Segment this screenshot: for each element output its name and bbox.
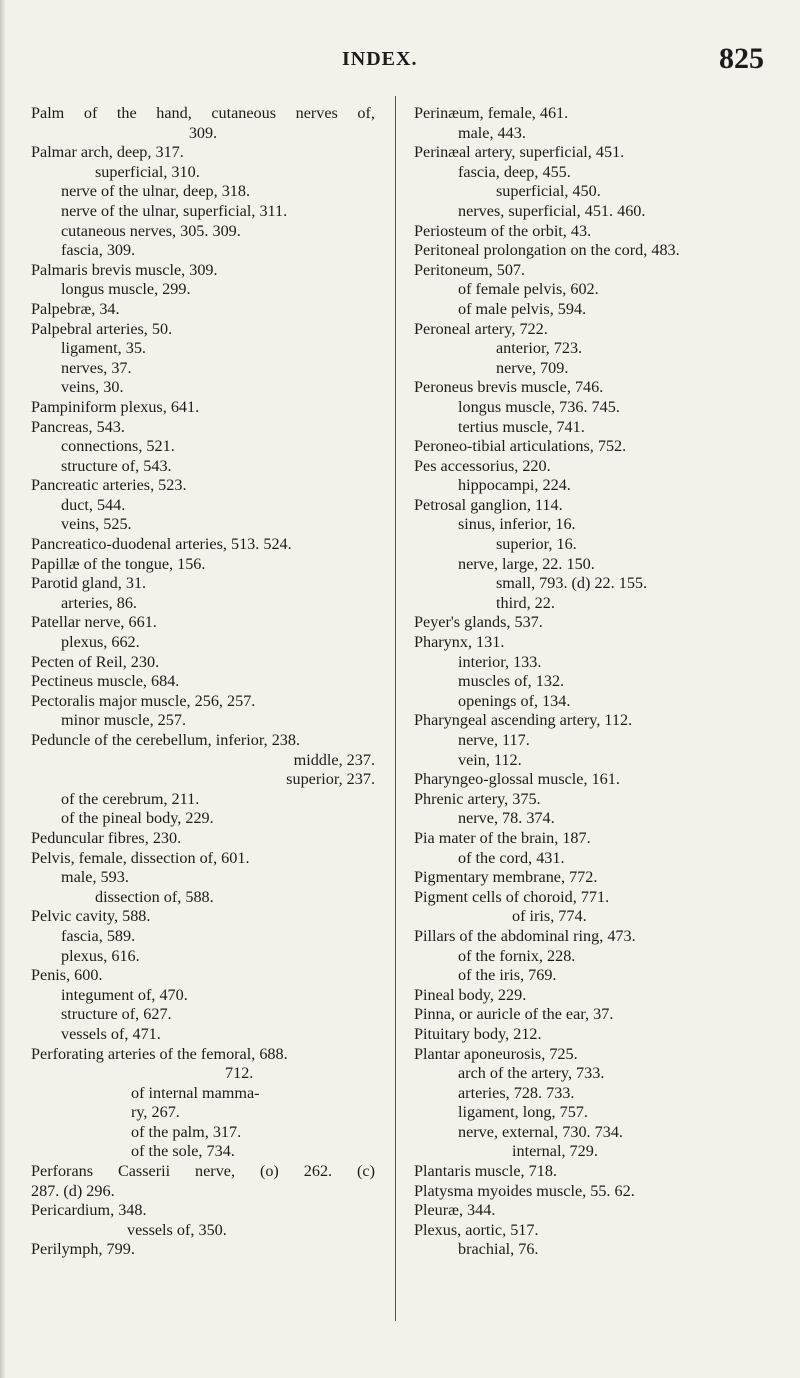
index-entry: nerve, external, 730. 734. xyxy=(458,1122,623,1141)
index-entry: Palpebral arteries, 50. xyxy=(31,319,173,338)
index-entry: Peritoneum, 507. xyxy=(414,260,526,279)
index-entry: Pinna, or auricle of the ear, 37. xyxy=(414,1005,614,1024)
index-entry: Papillæ of the tongue, 156. xyxy=(31,554,206,573)
index-entry: nerves, superficial, 451. 460. xyxy=(458,201,646,220)
index-entry: Phrenic artery, 375. xyxy=(414,789,541,808)
index-entry: Perforans Casserii nerve, (o) 262. (c) xyxy=(31,1162,375,1181)
index-entry: Peduncular fibres, 230. xyxy=(31,828,182,847)
index-entry: of internal mamma- xyxy=(131,1083,260,1102)
index-entry: arteries, 728. 733. xyxy=(458,1083,575,1102)
index-entry: brachial, 76. xyxy=(458,1240,539,1259)
index-entry: nerve, 78. 374. xyxy=(458,809,555,828)
index-entry: longus muscle, 736. 745. xyxy=(458,397,620,416)
index-entry: vessels of, 350. xyxy=(127,1220,227,1239)
index-entry: of the fornix, 228. xyxy=(458,946,576,965)
index-entry: nerve of the ulnar, deep, 318. xyxy=(61,182,251,201)
index-entry: Platysma myoides muscle, 55. 62. xyxy=(414,1181,635,1200)
index-entry: 712. xyxy=(225,1064,254,1083)
index-entry: Pancreas, 543. xyxy=(31,417,125,436)
index-entry: Perinæum, female, 461. xyxy=(414,104,569,122)
index-entry: fascia, 309. xyxy=(61,241,136,260)
index-entry: sinus, inferior, 16. xyxy=(458,515,576,534)
index-entry: Pigment cells of choroid, 771. xyxy=(414,887,610,906)
index-entry: Pharynx, 131. xyxy=(414,633,505,652)
index-entry: plexus, 662. xyxy=(61,633,140,652)
index-entry: Pecten of Reil, 230. xyxy=(31,652,160,671)
index-entry: Peduncle of the cerebellum, inferior, 238. xyxy=(31,731,301,749)
index-entry: plexus, 616. xyxy=(61,946,140,965)
page-edge-shadow xyxy=(0,0,6,1378)
index-entry: of female pelvis, 602. xyxy=(458,280,599,299)
index-entry: Pectoralis major muscle, 256, 257. xyxy=(31,691,256,710)
index-entry: veins, 30. xyxy=(61,378,124,397)
index-entry: longus muscle, 299. xyxy=(61,280,191,299)
right-index-column xyxy=(414,104,774,1260)
index-entry: dissection of, 588. xyxy=(95,887,214,906)
index-entry: openings of, 134. xyxy=(458,691,571,710)
index-entry: Pia mater of the brain, 187. xyxy=(414,828,591,847)
index-entry: of the sole, 734. xyxy=(131,1142,235,1161)
index-entry: structure of, 627. xyxy=(61,1005,172,1024)
index-entry: of the cord, 431. xyxy=(458,848,565,867)
index-entry: cutaneous nerves, 305. 309. xyxy=(61,221,241,240)
index-entry: Peroneal artery, 722. xyxy=(414,319,548,338)
index-entry: Peroneo-tibial articulations, 752. xyxy=(414,437,627,456)
index-entry: Pillars of the abdominal ring, 473. xyxy=(414,926,636,945)
index-entry: small, 793. (d) 22. 155. xyxy=(496,574,648,593)
index-entry: male, 443. xyxy=(458,123,526,142)
index-entry: duct, 544. xyxy=(61,495,126,514)
index-entry: Pericardium, 348. xyxy=(31,1201,147,1220)
index-entry: of the cerebrum, 211. xyxy=(61,789,200,808)
index-entry: interior, 133. xyxy=(458,652,542,671)
index-entry: of male pelvis, 594. xyxy=(458,299,587,318)
index-entry: Plantar aponeurosis, 725. xyxy=(414,1044,578,1063)
index-entry: nerve of the ulnar, superficial, 311. xyxy=(61,201,288,220)
index-entry: Pelvis, female, dissection of, 601. xyxy=(31,848,250,867)
index-entry: minor muscle, 257. xyxy=(61,711,186,730)
index-entry: third, 22. xyxy=(496,593,555,612)
index-entry: nerve, 709. xyxy=(496,358,569,377)
page-header xyxy=(0,42,800,82)
index-entry: Peyer's glands, 537. xyxy=(414,613,543,632)
index-entry: Pelvic cavity, 588. xyxy=(31,907,151,926)
index-entry: of the pineal body, 229. xyxy=(61,809,214,828)
index-entry: Peroneus brevis muscle, 746. xyxy=(414,378,604,397)
left-index-column xyxy=(31,104,375,1260)
index-entry: Pleuræ, 344. xyxy=(414,1201,496,1220)
index-entry: of the iris, 769. xyxy=(458,966,557,985)
index-entry: integument of, 470. xyxy=(61,985,188,1004)
index-entry: superior, 237. xyxy=(286,770,375,789)
index-entry: Pancreatico-duodenal arteries, 513. 524. xyxy=(31,535,292,554)
index-entry: nerves, 37. xyxy=(61,358,132,377)
index-entry: connections, 521. xyxy=(61,437,175,456)
index-entry: Periosteum of the orbit, 43. xyxy=(414,221,592,240)
index-entry: Parotid gland, 31. xyxy=(31,574,147,593)
index-entry: Plexus, aortic, 517. xyxy=(414,1220,539,1239)
index-entry: tertius muscle, 741. xyxy=(458,417,585,436)
index-entry: structure of, 543. xyxy=(61,456,172,475)
index-entry: Perilymph, 799. xyxy=(31,1240,135,1259)
index-entry: arteries, 86. xyxy=(61,593,137,612)
index-entry: hippocampi, 224. xyxy=(458,476,571,495)
index-entry: nerve, 117. xyxy=(458,731,530,749)
index-entry: Perforating arteries of the femoral, 688. xyxy=(31,1044,288,1063)
index-entry: Palmaris brevis muscle, 309. xyxy=(31,260,218,279)
index-entry: superficial, 310. xyxy=(95,162,200,181)
index-entry: Pectineus muscle, 684. xyxy=(31,672,180,691)
index-entry: Pigmentary membrane, 772. xyxy=(414,868,598,887)
index-entry: superior, 16. xyxy=(496,535,577,554)
index-entry: Pancreatic arteries, 523. xyxy=(31,476,187,495)
running-title: INDEX. xyxy=(342,48,418,70)
index-entry: vessels of, 471. xyxy=(61,1024,161,1043)
index-entry: Pampiniform plexus, 641. xyxy=(31,397,200,416)
index-entry: 309. xyxy=(188,123,218,142)
index-entry: of iris, 774. xyxy=(512,907,587,926)
index-entry: Petrosal ganglion, 114. xyxy=(414,495,563,514)
index-entry: Pituitary body, 212. xyxy=(414,1024,542,1043)
index-entry: Pharyngeo-glossal muscle, 161. xyxy=(414,770,620,789)
page-number: 825 xyxy=(719,42,764,75)
index-entry: ligament, long, 757. xyxy=(458,1103,588,1122)
index-entry: muscles of, 132. xyxy=(458,672,565,691)
index-entry: ry, 267. xyxy=(131,1103,180,1122)
column-divider xyxy=(395,96,396,1321)
index-entry: Plantaris muscle, 718. xyxy=(414,1162,557,1181)
index-entry: vein, 112. xyxy=(458,750,522,769)
index-entry: Palm of the hand, cutaneous nerves of, xyxy=(31,104,375,122)
index-entry: middle, 237. xyxy=(293,750,375,769)
index-entry: fascia, deep, 455. xyxy=(458,162,571,181)
index-entry: veins, 525. xyxy=(61,515,132,534)
index-entry: anterior, 723. xyxy=(496,339,583,358)
index-entry: Pes accessorius, 220. xyxy=(414,456,551,475)
index-entry: Penis, 600. xyxy=(31,966,103,985)
index-entry: Palpebræ, 34. xyxy=(31,299,120,318)
index-entry: Peritoneal prolongation on the cord, 483. xyxy=(414,241,680,260)
index-entry: Palmar arch, deep, 317. xyxy=(31,143,184,162)
index-entry: internal, 729. xyxy=(512,1142,598,1161)
index-entry: Patellar nerve, 661. xyxy=(31,613,157,632)
index-entry: of the palm, 317. xyxy=(131,1122,242,1141)
index-entry: male, 593. xyxy=(61,868,129,887)
index-entry: fascia, 589. xyxy=(61,926,136,945)
index-entry: ligament, 35. xyxy=(61,339,146,358)
index-entry: nerve, large, 22. 150. xyxy=(458,554,595,573)
index-entry: 287. (d) 296. xyxy=(31,1181,115,1200)
index-entry: Perinæal artery, superficial, 451. xyxy=(414,143,625,162)
index-entry: superficial, 450. xyxy=(496,182,601,201)
index-entry: arch of the artery, 733. xyxy=(458,1064,605,1083)
index-entry: Pineal body, 229. xyxy=(414,985,527,1004)
index-entry: Pharyngeal ascending artery, 112. xyxy=(414,711,633,730)
